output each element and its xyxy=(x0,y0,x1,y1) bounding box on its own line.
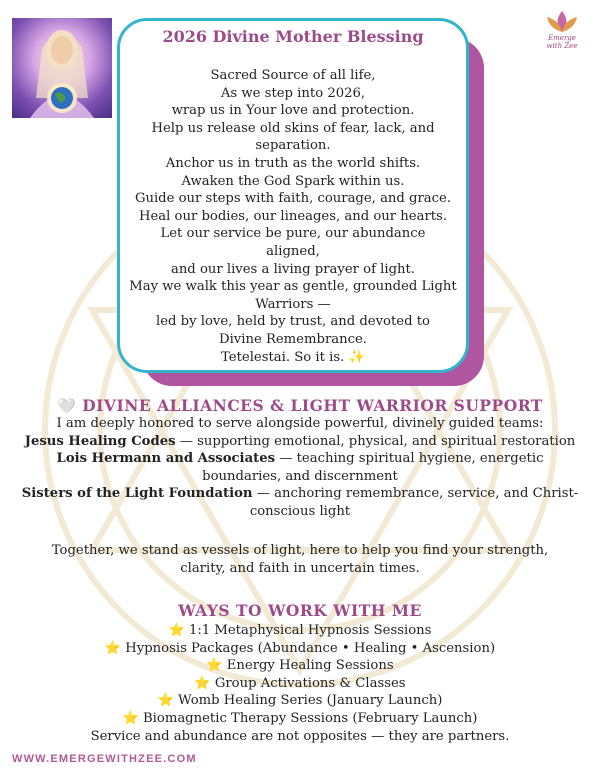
prayer-line: Let our service be pure, our abundance xyxy=(160,226,426,242)
together-line: clarity, and faith in uncertain times. xyxy=(180,560,420,576)
star-icon: ⭐ xyxy=(122,710,139,726)
team-item xyxy=(0,450,600,468)
ways-item-label: Energy Healing Sessions xyxy=(226,658,394,674)
alliances-intro: I am deeply honored to serve alongside powerful, divinely guided teams: xyxy=(56,416,544,431)
ways-item-label: 1:1 Metaphysical Hypnosis Sessions xyxy=(188,623,432,638)
footer-website-link[interactable]: WWW.EMERGEWITHZEE.COM xyxy=(12,753,197,765)
prayer-line: May we walk this year as gentle, grounded Light xyxy=(129,279,457,295)
ways-item-label: Hypnosis Packages (Abundance • Healing • Ascension) xyxy=(125,640,496,656)
card-title: 2026 Divine Mother Blessing xyxy=(162,27,424,46)
sparkle-icon: ✨ xyxy=(348,349,365,365)
ways-item xyxy=(0,675,600,693)
prayer-line: aligned, xyxy=(266,243,320,259)
prayer-line: Awaken the God Spark within us. xyxy=(181,173,405,189)
star-icon: ⭐ xyxy=(104,640,122,656)
alliances-title-text: DIVINE ALLIANCES & LIGHT WARRIOR SUPPORT xyxy=(82,396,543,415)
prayer-line: Warriors — xyxy=(255,296,331,312)
team-name: Jesus Healing Codes xyxy=(24,433,176,449)
ways-item-label: Group Activations & Classes xyxy=(214,675,406,691)
team-name: Lois Hermann and Associates xyxy=(56,451,276,467)
prayer-line: and our lives a living prayer of light. xyxy=(170,261,416,277)
team-description-continued: conscious light xyxy=(249,503,351,519)
ways-item-label: Womb Healing Series (January Launch) xyxy=(178,693,443,709)
alliances-body xyxy=(0,415,600,521)
ways-list xyxy=(0,622,600,745)
star-icon: ⭐ xyxy=(168,623,185,638)
ways-item xyxy=(0,622,600,640)
star-icon: ⭐ xyxy=(157,693,174,709)
brand-logo xyxy=(541,8,583,50)
prayer-line: Guide our steps with faith, courage, and grace. xyxy=(134,191,452,207)
star-icon: ⭐ xyxy=(194,675,211,691)
prayer-line: Sacred Source of all life, xyxy=(210,68,376,83)
ways-title: WAYS TO WORK WITH ME xyxy=(178,601,422,620)
prayer-closing-text: Tetelestai. So it is. xyxy=(221,349,345,365)
team-item xyxy=(0,433,600,451)
blessing-card xyxy=(117,18,469,373)
prayer-line: separation. xyxy=(255,138,331,154)
ways-item xyxy=(0,710,600,728)
team-description: — teaching spiritual hygiene, energetic xyxy=(275,451,544,467)
divine-mother-portrait xyxy=(12,18,112,118)
together-line: Together, we stand as vessels of light, here to help you find your strength, xyxy=(51,543,549,558)
prayer-line: Heal our bodies, our lineages, and our hearts. xyxy=(138,208,448,224)
prayer-line: Divine Remembrance. xyxy=(219,331,367,347)
lotus-icon xyxy=(541,8,583,36)
star-icon: ⭐ xyxy=(206,658,223,674)
prayer-closing-line xyxy=(124,349,462,367)
ways-closing: Service and abundance are not opposites — they are partners. xyxy=(90,728,510,744)
together-text xyxy=(0,542,600,577)
prayer-line: wrap us in Your love and protection. xyxy=(171,103,415,119)
prayer-line: Help us release old skins of fear, lack, and xyxy=(151,120,435,136)
prayer-text xyxy=(124,67,462,366)
logo-text: Emerge with Zee xyxy=(546,34,578,50)
ways-item xyxy=(0,692,600,710)
prayer-line: led by love, held by trust, and devoted to xyxy=(156,314,430,330)
alliances-title xyxy=(0,396,600,415)
team-description: — supporting emotional, physical, and spiritual restoration xyxy=(175,433,576,449)
team-description-continued: boundaries, and discernment xyxy=(202,468,398,484)
team-name: Sisters of the Light Foundation xyxy=(21,486,253,502)
team-item xyxy=(0,485,600,503)
team-description: — anchoring remembrance, service, and Christ- xyxy=(252,486,579,502)
ways-item xyxy=(0,640,600,658)
ways-item-label: Biomagnetic Therapy Sessions (February Launch) xyxy=(142,710,478,726)
prayer-line: Anchor us in truth as the world shifts. xyxy=(165,155,421,171)
prayer-line: As we step into 2026, xyxy=(220,85,366,101)
ways-item xyxy=(0,657,600,675)
heart-icon: 🤍 xyxy=(57,397,77,415)
